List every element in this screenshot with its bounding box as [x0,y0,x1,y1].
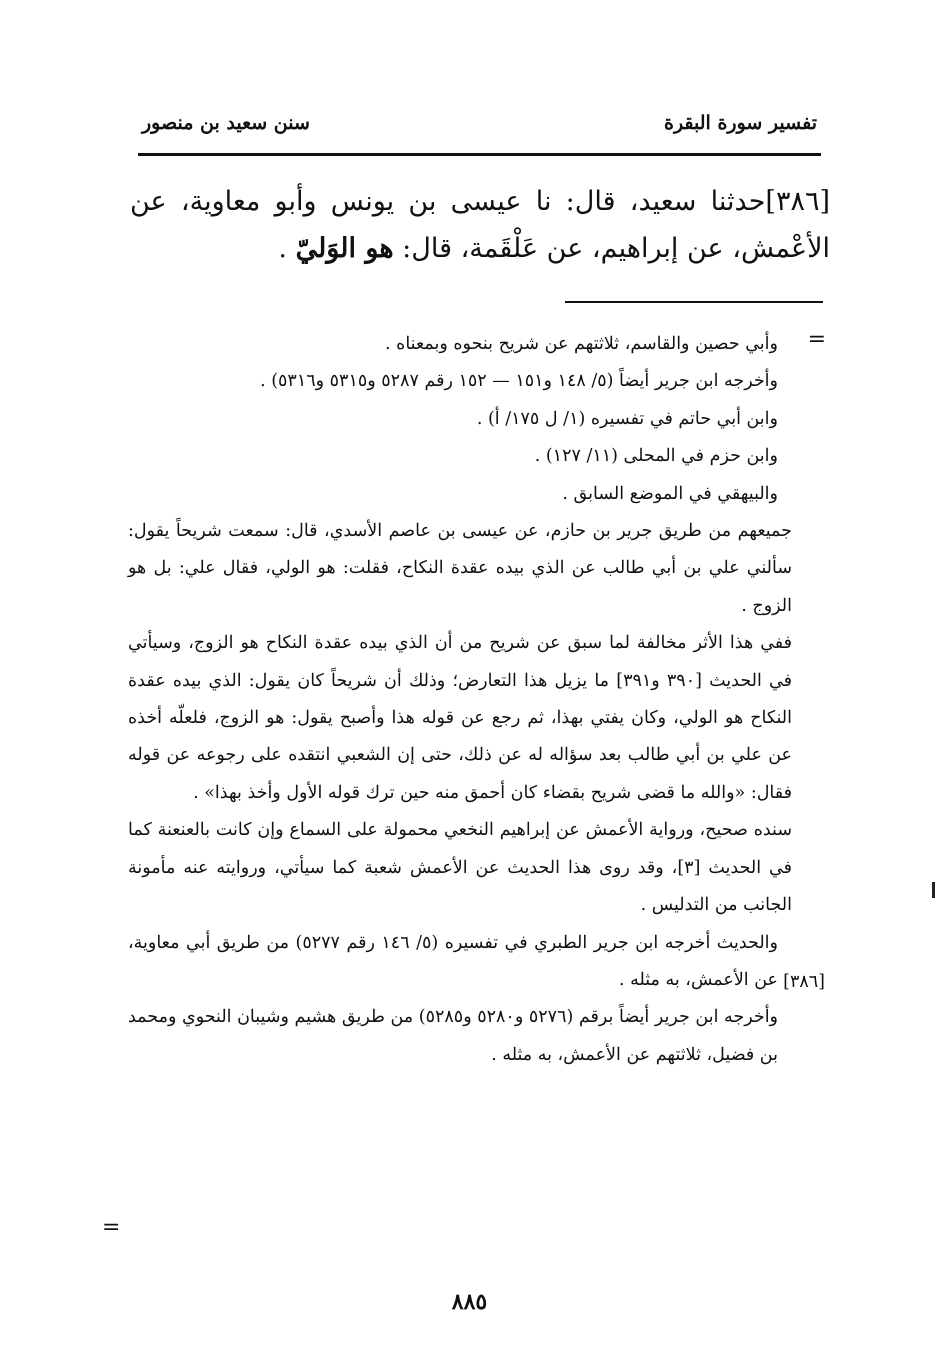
footnote-386-paragraph: سنده صحيح، ورواية الأعمش عن إبراهيم النخعي محمولة على السماع وإن كانت بالعنعنة كما في الحديث [٣]، وقد روى هذا الحديث عن الأعمش شعبة كما سيأتي، وروايته عنه مأمونة الجانب من التدليس . [128,820,792,916]
hadith-quote: هو الوَليّ [295,233,394,264]
footnote-line: والحديث أخرجه ابن جرير الطبري في تفسيره (٥/ ١٤٦ رقم ٥٢٧٧) من طريق أبي معاوية، عن الأعمش، به مثله . [128,932,778,990]
footnote-divider [565,301,823,303]
end-continuation-marker: = [102,1215,121,1240]
footnote-line: وأخرجه ابن جرير أيضاً برقم (٥٢٧٦ و٥٢٨٠ و٥٢٨٥) من طريق هشيم وشيبان النحوي ومحمد بن فضيل، ثلاثتهم عن الأعمش، به مثله . [128,1007,779,1065]
footnote-number-label: [٣٨٦] [783,972,825,992]
margin-mark [932,882,935,898]
continuation-marker: = [807,327,826,352]
footnote-paragraph: جميعهم من طريق جرير بن حازم، عن عيسى بن عاصم الأسدي، قال: سمعت شريحاً يقول: سألني علي بن أبي طالب عن الذي بيده عقدة النكاح، فقلت: هو الولي، فقال علي: بل هو الزوج . [128,521,792,616]
footnote-line: وأبي حصين والقاسم، ثلاثتهم عن شريح بنحوه وبمعناه . [385,334,778,354]
footnote-line: وابن حزم في المحلى (١١/ ١٢٧) . [534,446,778,467]
book-title: سنن سعيد بن منصور [142,112,310,134]
footnote-paragraph: ففي هذا الأثر مخالفة لما سبق عن شريح من أن الذي بيده عقدة النكاح هو الزوج، وسيأتي في الحديث [٣٩٠ و٣٩١] ما يزيل هذا التعارض؛ وذلك أن شريحاً كان يقول: الذي بيده عقدة النكاح هو الولي، وكان يفتي بهذا، ثم رجع عن قوله هذا وأصبح يقول: هو الزوج، فلعلّه أخذه عن علي بن أبي طالب بعد سؤاله له عن ذلك، حتى إن الشعبي انتقده على رجوعه عن قوله فقال: «والله ما قضى شريح بقضاء كان أحمق منه حين ترك قوله الأول وأخذ بهذا» . [128,633,792,803]
footnotes [128,326,792,1074]
running-header [138,112,821,142]
chapter-title: تفسير سورة البقرة [663,112,817,134]
footnote-line: وابن أبي حاتم في تفسيره (١/ ل ١٧٥/ أ) . [476,408,778,429]
hadith-text [130,178,830,272]
header-divider [138,153,821,156]
hadith-end: . [278,233,296,264]
footnote-line: والبيهقي في الموضع السابق . [562,483,778,504]
hadith-body: [٣٨٦]حدثنا سعيد، قال: نا عيسى بن يونس وأبو معاوية، عن الأعْمش، عن إبراهيم، عن عَلْقَمة، قال: [130,186,830,264]
page-number: ٨٨٥ [451,1289,488,1315]
footnote-line: وأخرجه ابن جرير أيضاً (٥/ ١٤٨ و١٥١ — ١٥٢ رقم ٥٢٨٧ و٥٣١٥ و٥٣١٦) . [260,371,778,392]
